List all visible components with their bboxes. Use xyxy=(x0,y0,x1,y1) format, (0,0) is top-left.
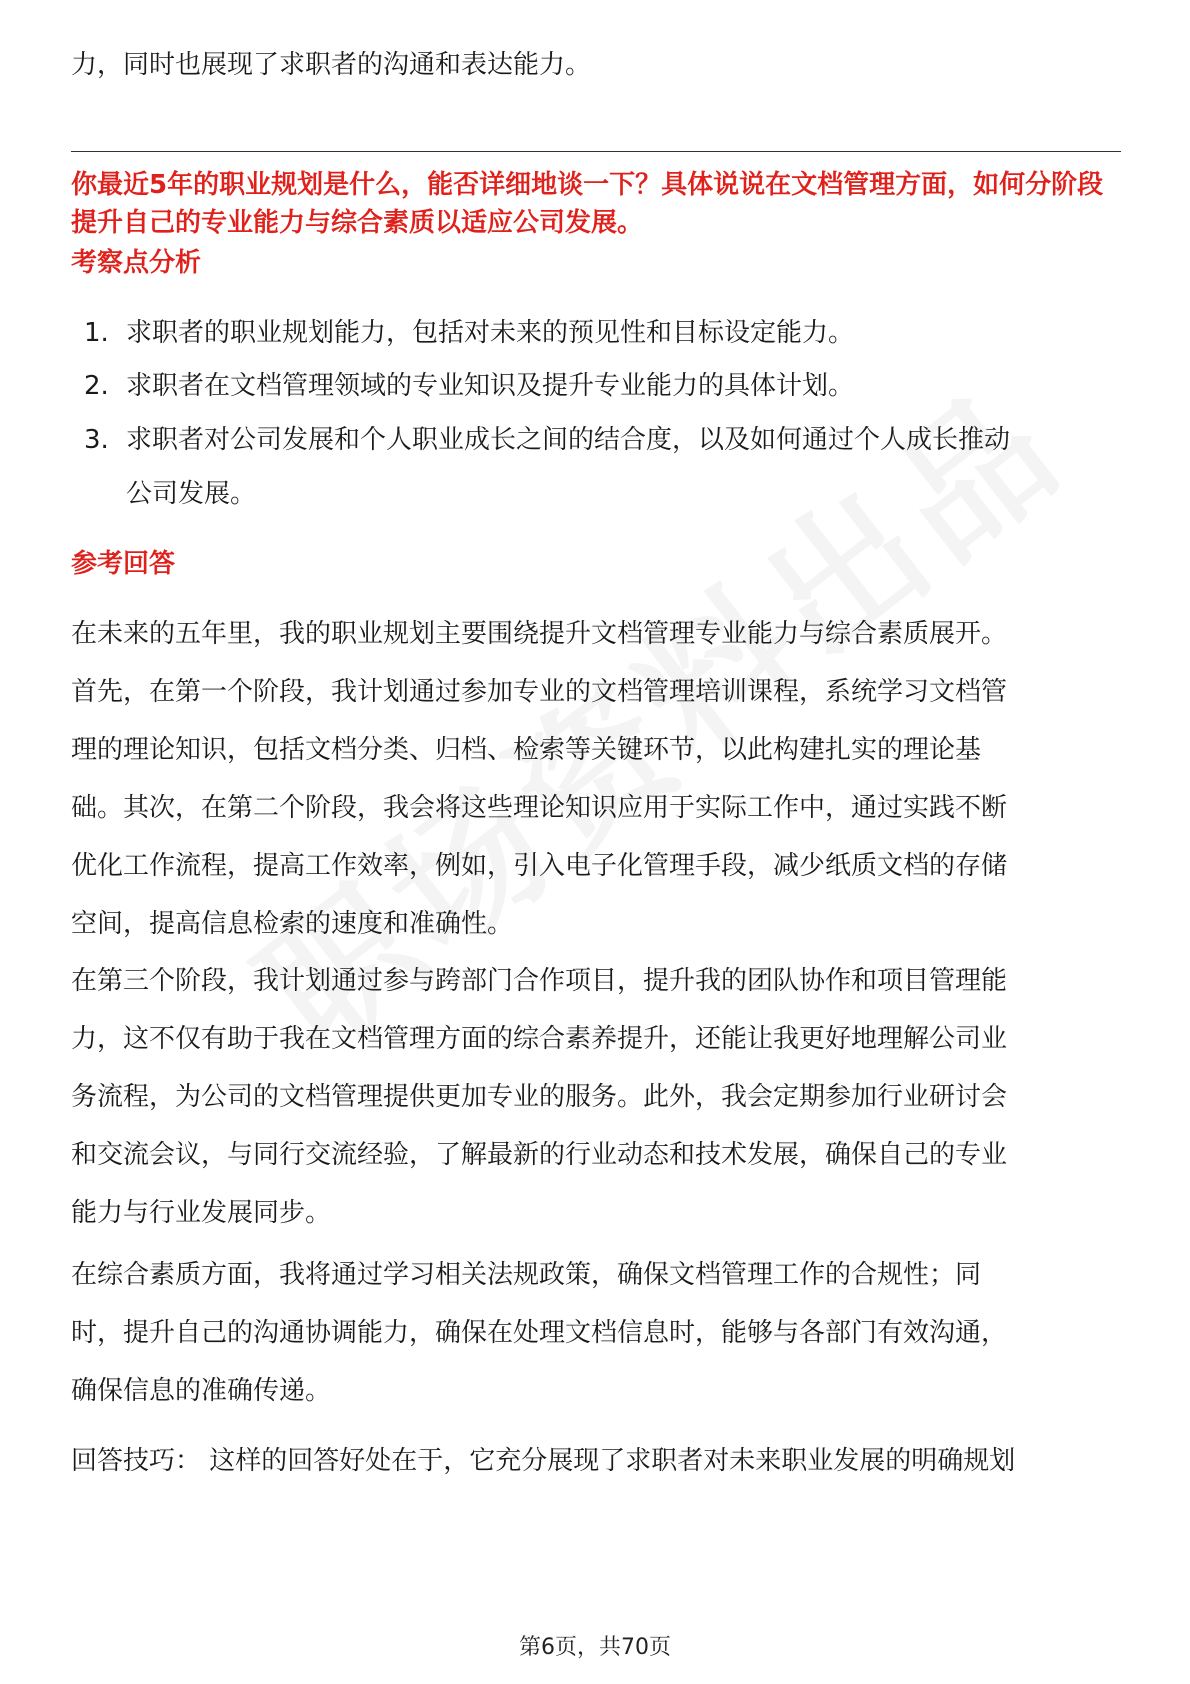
paragraph-line: 和交流会议，与同行交流经验，了解最新的行业动态和技术发展，确保自己的专业 xyxy=(71,1140,1008,1170)
question-text: 你最近5年的职业规划是什么，能否详细地谈一下？具体说说在文档管理方面，如何分阶段提升自己的专业能力与综合素质以适应公司发展。 xyxy=(71,170,1104,238)
paragraph-line: 在综合素质方面，我将通过学习相关法规政策，确保文档管理工作的合规性；同 xyxy=(71,1260,982,1290)
list-number: 2. xyxy=(84,371,109,401)
paragraph-line: 首先，在第一个阶段，我计划通过参加专业的文档管理培训课程，系统学习文档管 xyxy=(71,677,1008,707)
answer-paragraph xyxy=(71,952,1121,1242)
list-text: 求职者在文档管理领域的专业知识及提升专业能力的具体计划。 xyxy=(126,371,855,401)
answer-paragraph xyxy=(71,1246,1121,1420)
page-number: 第6页，共70页 xyxy=(519,1635,671,1660)
paragraph-line: 在未来的五年里，我的职业规划主要围绕提升文档管理专业能力与综合素质展开。 xyxy=(71,619,1008,649)
continued-line: 力，同时也展现了求职者的沟通和表达能力。 xyxy=(71,50,592,80)
paragraph-line: 回答技巧： 这样的回答好处在于，它充分展现了求职者对未来职业发展的明确规划 xyxy=(71,1446,1016,1476)
answer-tips xyxy=(71,1432,1121,1490)
paragraph-line: 能力与行业发展同步。 xyxy=(71,1198,332,1228)
paragraph-line: 空间，提高信息检索的速度和准确性。 xyxy=(71,909,514,939)
paragraph-line: 理的理论知识，包括文档分类、归档、检索等关键环节，以此构建扎实的理论基 xyxy=(71,735,982,765)
list-text: 求职者的职业规划能力，包括对未来的预见性和目标设定能力。 xyxy=(126,318,855,348)
list-text: 公司发展。 xyxy=(126,479,257,509)
paragraph-line: 务流程，为公司的文档管理提供更加专业的服务。此外，我会定期参加行业研讨会 xyxy=(71,1082,1008,1112)
paragraph-line: 在第三个阶段，我计划通过参与跨部门合作项目，提升我的团队协作和项目管理能 xyxy=(71,966,1008,996)
list-number: 1. xyxy=(84,318,109,348)
list-text: 求职者对公司发展和个人职业成长之间的结合度，以及如何通过个人成长推动 xyxy=(126,425,1011,455)
list-number: 3. xyxy=(84,425,109,455)
analysis-title: 考察点分析 xyxy=(71,248,202,278)
answer-paragraph xyxy=(71,605,1121,953)
paragraph-line: 础。其次，在第二个阶段，我会将这些理论知识应用于实际工作中，通过实践不断 xyxy=(71,793,1008,823)
paragraph-line: 确保信息的准确传递。 xyxy=(71,1376,332,1406)
divider xyxy=(71,151,1121,152)
answer-title: 参考回答 xyxy=(71,549,176,579)
paragraph-line: 时，提升自己的沟通协调能力，确保在处理文档信息时，能够与各部门有效沟通， xyxy=(71,1318,1008,1348)
paragraph-line: 力，这不仅有助于我在文档管理方面的综合素养提升，还能让我更好地理解公司业 xyxy=(71,1024,1008,1054)
paragraph-line: 优化工作流程，提高工作效率，例如，引入电子化管理手段，减少纸质文档的存储 xyxy=(71,851,1008,881)
